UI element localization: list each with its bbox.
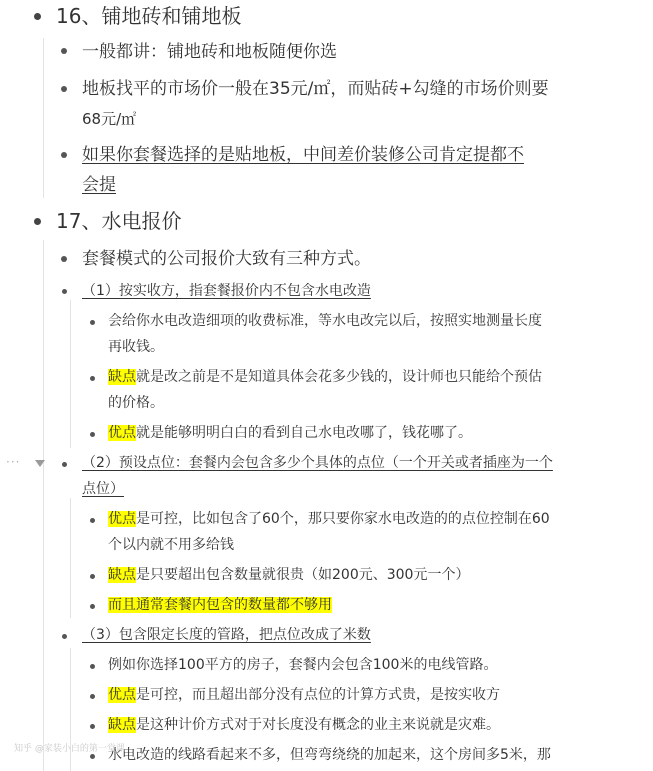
bullet[interactable] [90, 664, 95, 669]
highlight: 缺点 [108, 369, 136, 385]
list-item: （1）按实收方，指套餐报价内不包含水电改造 [82, 283, 371, 299]
list-item: 会给你水电改造细项的收费标准，等水电改完以后，按照实地测量长度 再收钱。 [108, 313, 542, 355]
list-item: 如果你套餐选择的是贴地板，中间差价装修公司肯定提都不 会提 [82, 145, 524, 195]
list-item [108, 592, 332, 618]
indent-guide [43, 240, 44, 771]
list-item: 优点就是能够明明白白的看到自己水电改哪了，钱花哪了。 [108, 425, 472, 441]
list-item: 地板找平的市场价一般在35元/㎡，而贴砖+勾缝的市场价则要 68元/㎡ [82, 79, 549, 128]
bullet[interactable] [90, 754, 95, 759]
list-item: 例如你选择100平方的房子，套餐内会包含100米的电线管路。 [108, 657, 498, 673]
bullet[interactable] [34, 218, 41, 225]
bullet[interactable] [90, 604, 95, 609]
highlight: 缺点 [108, 717, 136, 733]
indent-guide [43, 38, 44, 198]
bullet[interactable] [61, 256, 67, 262]
heading-17: 17、水电报价 [56, 209, 182, 233]
watermark: 知乎 @家装小白的第一堂课 [14, 744, 125, 754]
list-item: 优点是可控，而且超出部分没有点位的计算方式贵，是按实收方 [108, 687, 500, 703]
bullet[interactable] [90, 518, 95, 523]
bullet[interactable] [61, 86, 67, 92]
indent-guide [70, 300, 71, 448]
list-item: 一般都讲：铺地砖和地板随便你选 [82, 42, 337, 62]
bullet[interactable] [90, 724, 95, 729]
bullet[interactable] [62, 462, 67, 467]
heading-16: 16、铺地砖和铺地板 [56, 4, 242, 28]
indent-guide [70, 498, 71, 618]
more-options-icon[interactable]: ··· [6, 455, 21, 469]
bullet[interactable] [61, 48, 67, 54]
list-item: 缺点是只要超出包含数量就很贵（如200元、300元一个） [108, 567, 470, 583]
collapse-caret-icon[interactable] [35, 460, 45, 467]
bullet[interactable] [90, 432, 95, 437]
bullet[interactable] [34, 13, 41, 20]
bullet[interactable] [61, 152, 67, 158]
highlight: 优点 [108, 511, 136, 527]
bullet[interactable] [90, 320, 95, 325]
bullet[interactable] [90, 574, 95, 579]
bullet[interactable] [90, 376, 95, 381]
list-item: 水电改造的线路看起来不多，但弯弯绕绕的加起来，这个房间多5米，那 [108, 747, 551, 763]
highlight: 缺点 [108, 567, 136, 583]
bullet[interactable] [90, 694, 95, 699]
highlight: 优点 [108, 425, 136, 441]
list-item: 优点是可控，比如包含了60个，那只要你家水电改造的的点位控制在60 个以内就不用多给钱 [108, 511, 550, 553]
list-item: 套餐模式的公司报价大致有三种方式。 [82, 249, 371, 269]
list-item: （2）预设点位：套餐内会包含多少个具体的点位（一个开关或者插座为一个 点位） [82, 455, 553, 497]
bullet[interactable] [62, 289, 67, 294]
bullet[interactable] [62, 634, 67, 639]
list-item: 缺点就是改之前是不是知道具体会花多少钱的，设计师也只能给个预估 的价格。 [108, 369, 542, 411]
list-item: （3）包含限定长度的管路，把点位改成了米数 [82, 627, 371, 643]
list-item: 缺点是这种计价方式对于对长度没有概念的业主来说就是灾难。 [108, 717, 500, 733]
highlight: 而且通常套餐内包含的数量都不够用 [108, 597, 332, 613]
highlight: 优点 [108, 687, 136, 703]
